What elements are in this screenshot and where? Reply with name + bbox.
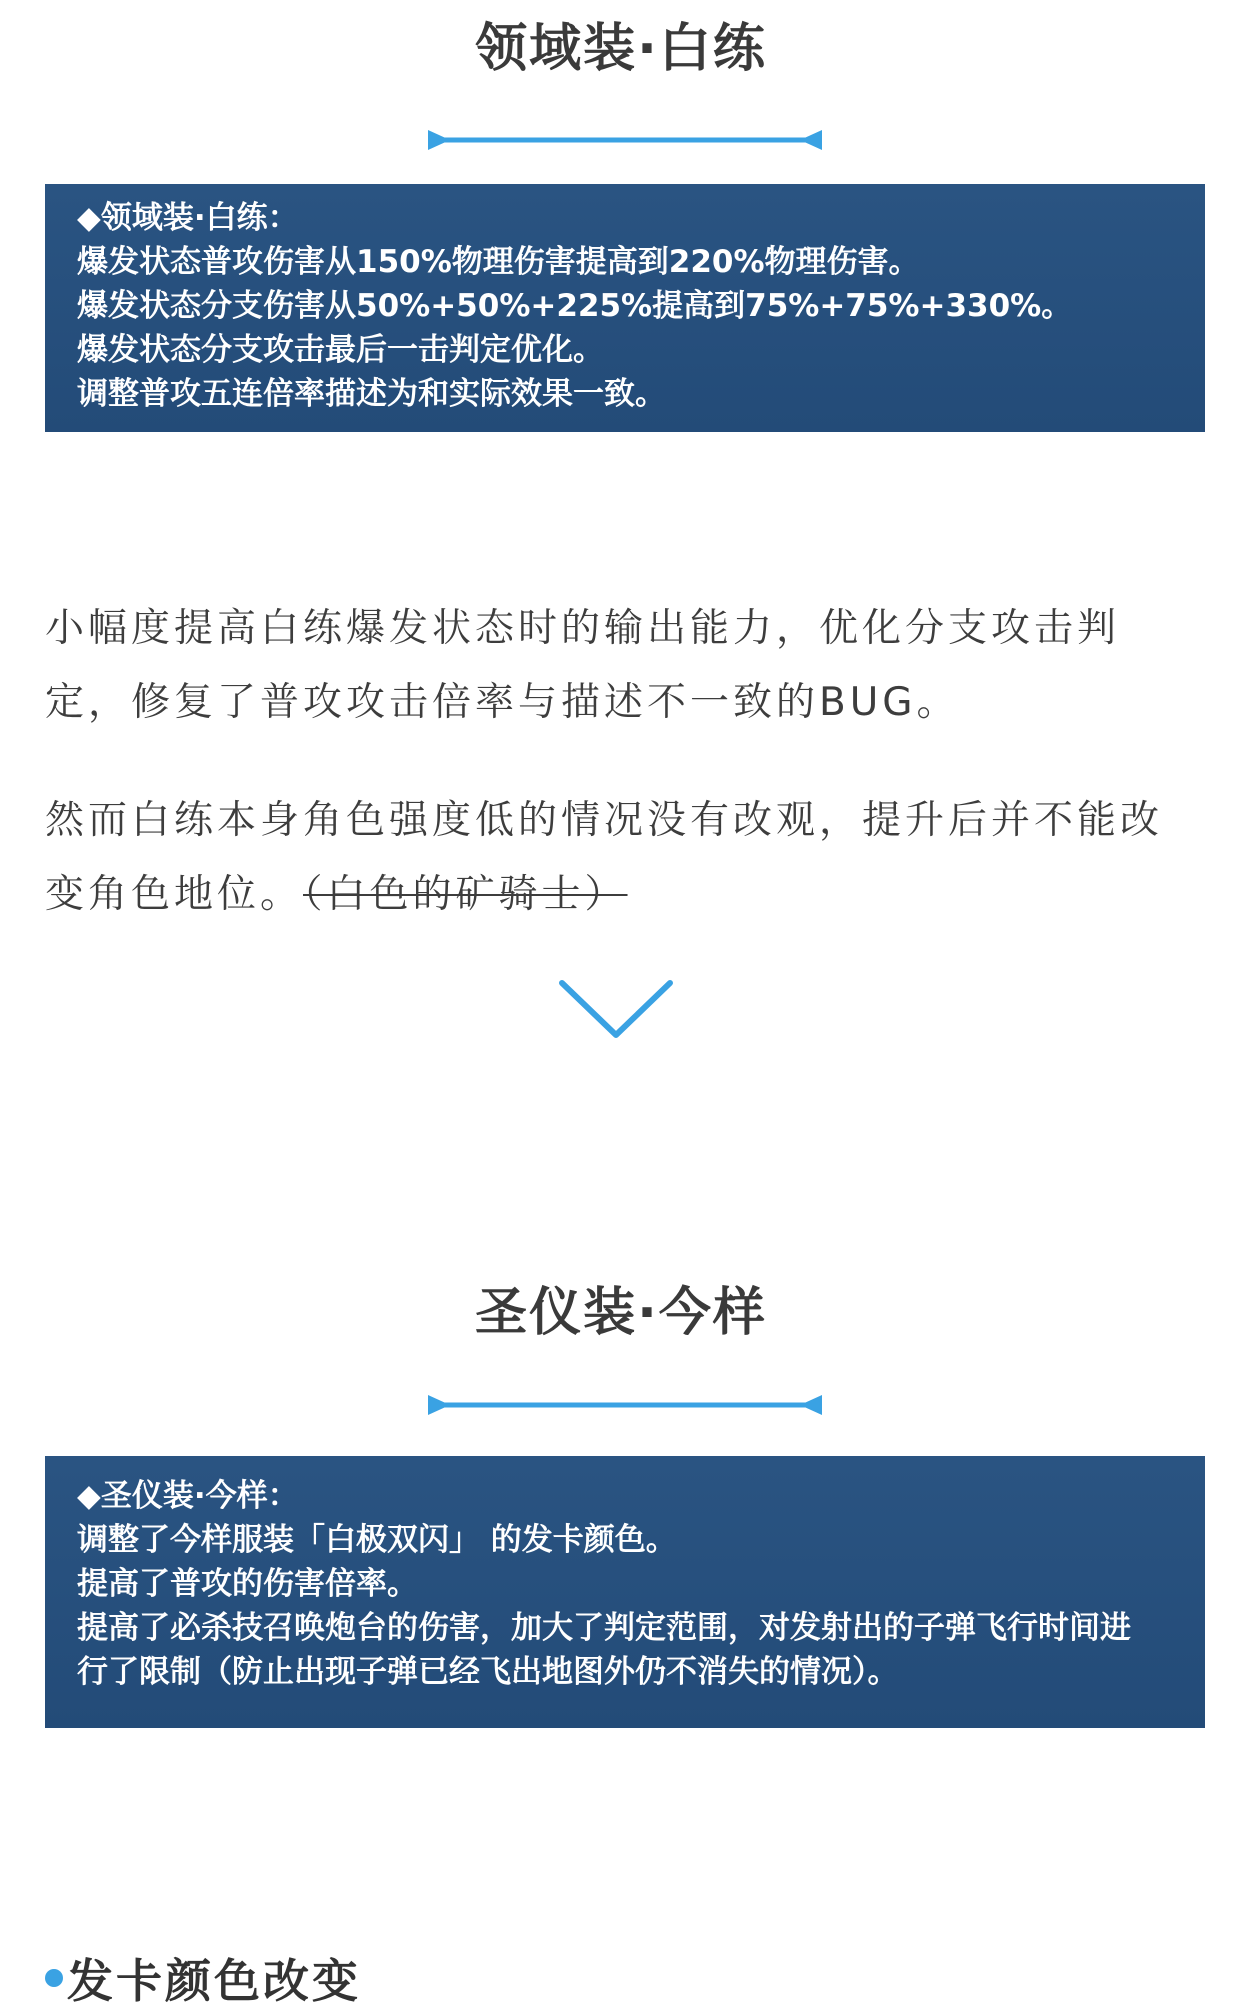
chevron-down-icon [556, 975, 676, 1045]
patch-note-line: 调整普攻五连倍率描述为和实际效果一致。 [77, 376, 666, 412]
bullet-dot-icon [45, 1969, 63, 1987]
patch-note-line: 行了限制（防止出现子弹已经飞出地图外仍不消失的情况）。 [77, 1654, 899, 1690]
arrow-divider-icon [428, 1393, 822, 1417]
bullet-heading-text: 发卡颜色改变 [67, 1954, 361, 2006]
patch-note-heading: ◆圣仪装·今样： [77, 1478, 299, 1514]
section-title-bailian: 领域装·白练 [475, 19, 767, 79]
section-title-imayo: 圣仪装·今样 [475, 1283, 767, 1343]
patch-note-line: 调整了今样服装「白极双闪」 的发卡颜色。 [77, 1522, 677, 1558]
commentary-text: 然而白练本身角色强度低的情况没有改观，提升后并不能改变角色地位。 [45, 798, 1164, 917]
patch-note-line: 提高了必杀技召唤炮台的伤害，加大了判定范围，对发射出的子弹飞行时间进 [77, 1610, 1131, 1646]
commentary-paragraph-2 [45, 784, 1205, 932]
patch-note-line: 提高了普攻的伤害倍率。 [77, 1566, 418, 1602]
patch-note-line: 爆发状态普攻伤害从150%物理伤害提高到220%物理伤害。 [77, 244, 920, 280]
patch-notes-box-imayo [45, 1456, 1205, 1728]
bullet-heading [45, 1945, 361, 2006]
strikethrough-joke: （白色的矿骑士） [303, 872, 628, 917]
patch-note-heading: ◆领域装·白练： [77, 200, 299, 236]
commentary-paragraph-1: 小幅度提高白练爆发状态时的输出能力，优化分支攻击判定，修复了普攻攻击倍率与描述不一致的BUG。 [45, 606, 1121, 725]
arrow-divider-icon [428, 128, 822, 152]
patch-note-line: 爆发状态分支伤害从50%+50%+225%提高到75%+75%+330%。 [77, 288, 1073, 324]
patch-notes-box-bailian [45, 184, 1205, 432]
patch-note-line: 爆发状态分支攻击最后一击判定优化。 [77, 332, 604, 368]
